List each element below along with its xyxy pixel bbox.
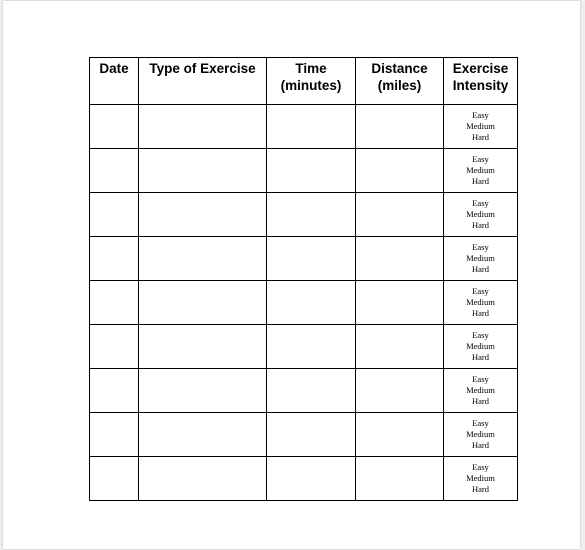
table-row: [90, 237, 518, 281]
type-of-exercise-cell[interactable]: [139, 457, 267, 501]
intensity-cell: [444, 237, 518, 281]
distance-cell[interactable]: [356, 369, 444, 413]
date-cell[interactable]: [90, 325, 139, 369]
header-intensity-line-2: Intensity: [452, 78, 509, 93]
intensity-option[interactable]: Medium: [466, 385, 495, 395]
intensity-option[interactable]: Hard: [472, 220, 489, 230]
time-cell[interactable]: [267, 193, 356, 237]
date-cell[interactable]: [90, 413, 139, 457]
time-cell[interactable]: [267, 105, 356, 149]
header-time-line-1: Time: [295, 61, 327, 76]
distance-cell[interactable]: [356, 105, 444, 149]
header-distance: [356, 58, 444, 105]
type-of-exercise-cell[interactable]: [139, 105, 267, 149]
intensity-option[interactable]: Easy: [472, 242, 489, 252]
intensity-cell: [444, 105, 518, 149]
time-cell[interactable]: [267, 281, 356, 325]
intensity-cell: [444, 413, 518, 457]
intensity-option[interactable]: Hard: [472, 308, 489, 318]
intensity-option[interactable]: Medium: [466, 473, 495, 483]
type-of-exercise-cell[interactable]: [139, 149, 267, 193]
intensity-option[interactable]: Medium: [466, 121, 495, 131]
table-row: [90, 105, 518, 149]
distance-cell[interactable]: [356, 325, 444, 369]
table-row: [90, 149, 518, 193]
intensity-cell: [444, 457, 518, 501]
intensity-cell: [444, 369, 518, 413]
time-cell[interactable]: [267, 457, 356, 501]
table-row: [90, 193, 518, 237]
intensity-option[interactable]: Easy: [472, 198, 489, 208]
time-cell[interactable]: [267, 369, 356, 413]
time-cell[interactable]: [267, 325, 356, 369]
type-of-exercise-cell[interactable]: [139, 413, 267, 457]
header-time: [267, 58, 356, 105]
header-date-line: Date: [99, 61, 129, 76]
intensity-option[interactable]: Hard: [472, 440, 489, 450]
header-intensity-line-1: Exercise: [452, 61, 509, 76]
date-cell[interactable]: [90, 237, 139, 281]
document-page: [3, 1, 580, 549]
intensity-option[interactable]: Medium: [466, 253, 495, 263]
header-time-line-2: (minutes): [280, 78, 342, 93]
header-exercise-intensity: [444, 58, 518, 105]
type-of-exercise-cell[interactable]: [139, 237, 267, 281]
header-row: [90, 58, 518, 105]
time-cell[interactable]: [267, 149, 356, 193]
table-row: [90, 281, 518, 325]
intensity-option[interactable]: Easy: [472, 462, 489, 472]
intensity-cell: [444, 281, 518, 325]
time-cell[interactable]: [267, 413, 356, 457]
intensity-option[interactable]: Easy: [472, 374, 489, 384]
intensity-option[interactable]: Hard: [472, 264, 489, 274]
type-of-exercise-cell[interactable]: [139, 325, 267, 369]
table-row: [90, 457, 518, 501]
header-date: [90, 58, 139, 105]
table-row: [90, 413, 518, 457]
intensity-option[interactable]: Hard: [472, 132, 489, 142]
intensity-option[interactable]: Easy: [472, 154, 489, 164]
intensity-option[interactable]: Medium: [466, 341, 495, 351]
intensity-option[interactable]: Hard: [472, 352, 489, 362]
intensity-option[interactable]: Easy: [472, 110, 489, 120]
header-type-line: Type of Exercise: [149, 61, 256, 76]
intensity-cell: [444, 193, 518, 237]
table-row: [90, 325, 518, 369]
distance-cell[interactable]: [356, 193, 444, 237]
intensity-option[interactable]: Medium: [466, 165, 495, 175]
intensity-option[interactable]: Easy: [472, 418, 489, 428]
table-row: [90, 369, 518, 413]
date-cell[interactable]: [90, 193, 139, 237]
date-cell[interactable]: [90, 369, 139, 413]
date-cell[interactable]: [90, 105, 139, 149]
distance-cell[interactable]: [356, 237, 444, 281]
intensity-option[interactable]: Hard: [472, 484, 489, 494]
type-of-exercise-cell[interactable]: [139, 281, 267, 325]
header-distance-line-1: Distance: [371, 61, 428, 76]
date-cell[interactable]: [90, 457, 139, 501]
date-cell[interactable]: [90, 281, 139, 325]
intensity-option[interactable]: Easy: [472, 286, 489, 296]
distance-cell[interactable]: [356, 413, 444, 457]
distance-cell[interactable]: [356, 149, 444, 193]
header-type-of-exercise: [139, 58, 267, 105]
time-cell[interactable]: [267, 237, 356, 281]
header-distance-line-2: (miles): [377, 78, 422, 93]
intensity-option[interactable]: Hard: [472, 396, 489, 406]
intensity-option[interactable]: Hard: [472, 176, 489, 186]
intensity-option[interactable]: Easy: [472, 330, 489, 340]
intensity-option[interactable]: Medium: [466, 429, 495, 439]
exercise-log-table: [89, 57, 518, 501]
intensity-cell: [444, 149, 518, 193]
table-body: [90, 105, 518, 501]
intensity-option[interactable]: Medium: [466, 297, 495, 307]
distance-cell[interactable]: [356, 457, 444, 501]
intensity-option[interactable]: Medium: [466, 209, 495, 219]
type-of-exercise-cell[interactable]: [139, 193, 267, 237]
distance-cell[interactable]: [356, 281, 444, 325]
date-cell[interactable]: [90, 149, 139, 193]
type-of-exercise-cell[interactable]: [139, 369, 267, 413]
intensity-cell: [444, 325, 518, 369]
